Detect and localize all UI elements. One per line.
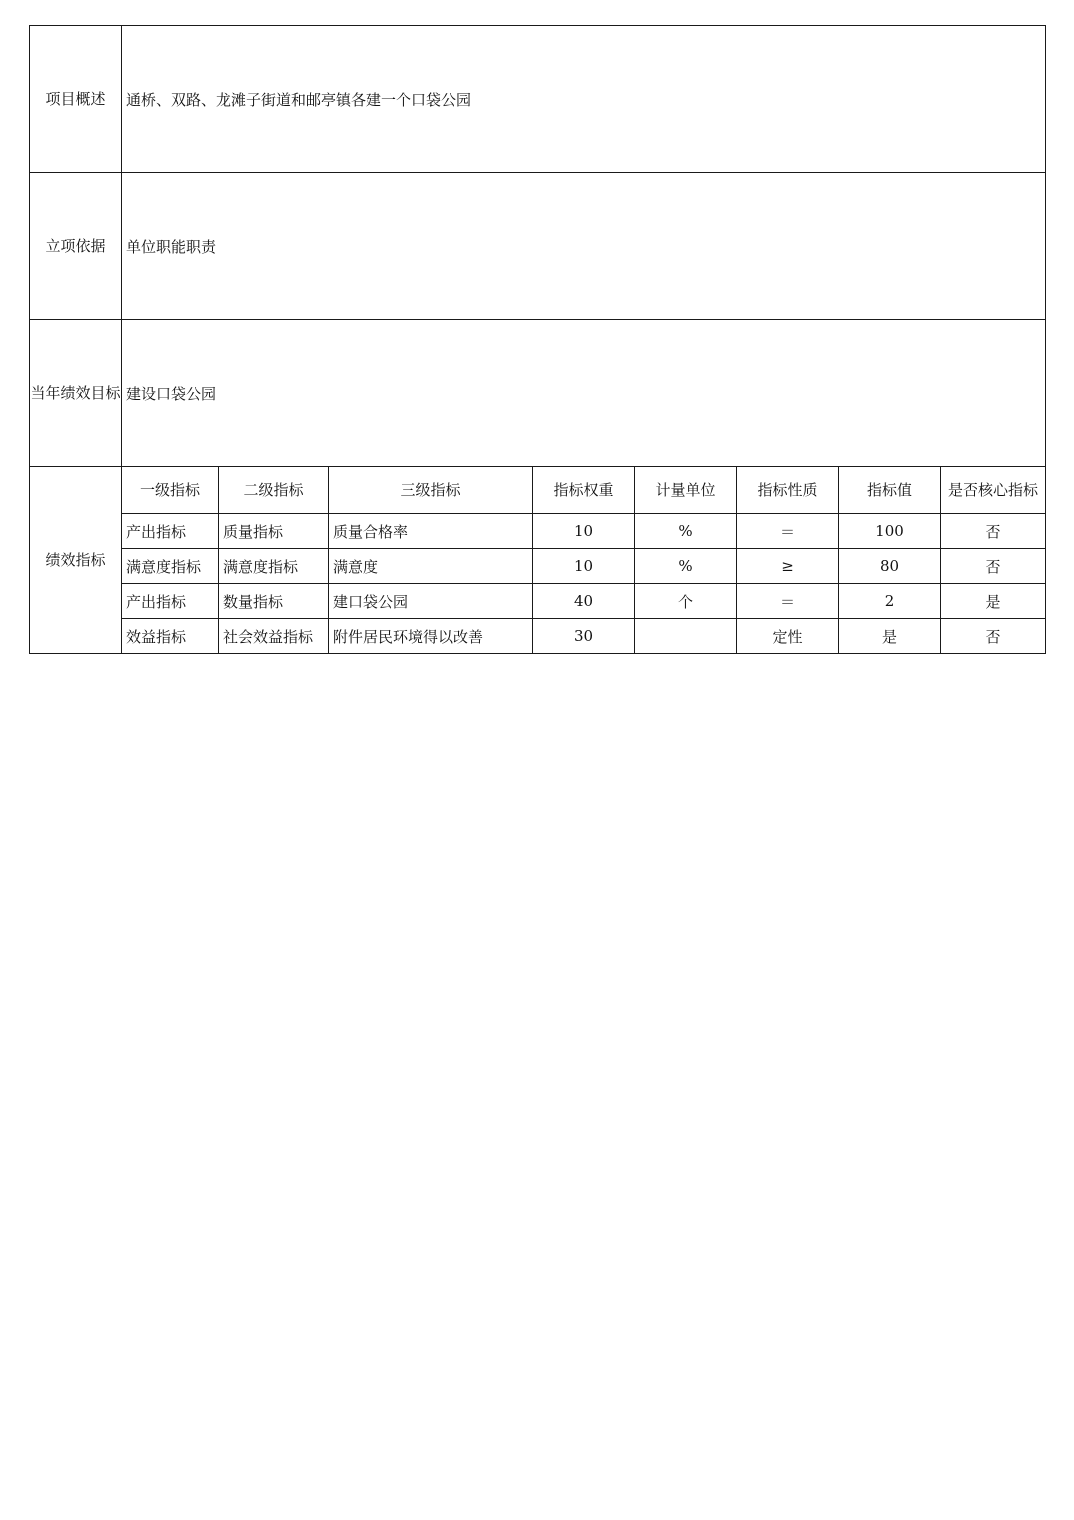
cell-value: 是 bbox=[839, 619, 941, 654]
cell-level2: 质量指标 bbox=[219, 514, 329, 549]
cell-core: 否 bbox=[941, 514, 1046, 549]
cell-weight: 40 bbox=[533, 584, 635, 619]
cell-weight: 30 bbox=[533, 619, 635, 654]
cell-level3: 附件居民环境得以改善 bbox=[329, 619, 533, 654]
cell-nature: ＝ bbox=[737, 514, 839, 549]
cell-value: 80 bbox=[839, 549, 941, 584]
cell-level3: 建口袋公园 bbox=[329, 584, 533, 619]
basis-row bbox=[30, 173, 1046, 320]
cell-level2: 数量指标 bbox=[219, 584, 329, 619]
cell-level1: 产出指标 bbox=[122, 514, 219, 549]
cell-value: 2 bbox=[839, 584, 941, 619]
indicator-header-row bbox=[30, 467, 1046, 514]
cell-core: 否 bbox=[941, 619, 1046, 654]
overview-row bbox=[30, 26, 1046, 173]
cell-nature: 定性 bbox=[737, 619, 839, 654]
table-row bbox=[30, 584, 1046, 619]
indicators-label: 绩效指标 bbox=[30, 467, 122, 654]
cell-unit: 个 bbox=[635, 584, 737, 619]
header-core: 是否核心指标 bbox=[941, 467, 1046, 514]
annual-goal-label: 当年绩效目标 bbox=[30, 320, 122, 467]
cell-unit: % bbox=[635, 549, 737, 584]
cell-value: 100 bbox=[839, 514, 941, 549]
overview-label: 项目概述 bbox=[30, 26, 122, 173]
cell-level1: 效益指标 bbox=[122, 619, 219, 654]
basis-label: 立项依据 bbox=[30, 173, 122, 320]
cell-unit: % bbox=[635, 514, 737, 549]
header-value: 指标值 bbox=[839, 467, 941, 514]
cell-level3: 质量合格率 bbox=[329, 514, 533, 549]
cell-weight: 10 bbox=[533, 514, 635, 549]
cell-level2: 满意度指标 bbox=[219, 549, 329, 584]
cell-level1: 满意度指标 bbox=[122, 549, 219, 584]
cell-core: 是 bbox=[941, 584, 1046, 619]
cell-nature: ＝ bbox=[737, 584, 839, 619]
table-row bbox=[30, 619, 1046, 654]
basis-value: 单位职能职责 bbox=[122, 173, 1046, 320]
overview-value: 通桥、双路、龙滩子街道和邮亭镇各建一个口袋公园 bbox=[122, 26, 1046, 173]
table-row bbox=[30, 549, 1046, 584]
header-level3: 三级指标 bbox=[329, 467, 533, 514]
header-nature: 指标性质 bbox=[737, 467, 839, 514]
annual-goal-value: 建设口袋公园 bbox=[122, 320, 1046, 467]
cell-weight: 10 bbox=[533, 549, 635, 584]
cell-unit bbox=[635, 619, 737, 654]
cell-level3: 满意度 bbox=[329, 549, 533, 584]
header-level2: 二级指标 bbox=[219, 467, 329, 514]
header-level1: 一级指标 bbox=[122, 467, 219, 514]
cell-core: 否 bbox=[941, 549, 1046, 584]
header-weight: 指标权重 bbox=[533, 467, 635, 514]
cell-nature: ≥ bbox=[737, 549, 839, 584]
cell-level1: 产出指标 bbox=[122, 584, 219, 619]
table-row bbox=[30, 514, 1046, 549]
header-unit: 计量单位 bbox=[635, 467, 737, 514]
performance-table bbox=[29, 25, 1046, 654]
cell-level2: 社会效益指标 bbox=[219, 619, 329, 654]
annual-goal-row bbox=[30, 320, 1046, 467]
